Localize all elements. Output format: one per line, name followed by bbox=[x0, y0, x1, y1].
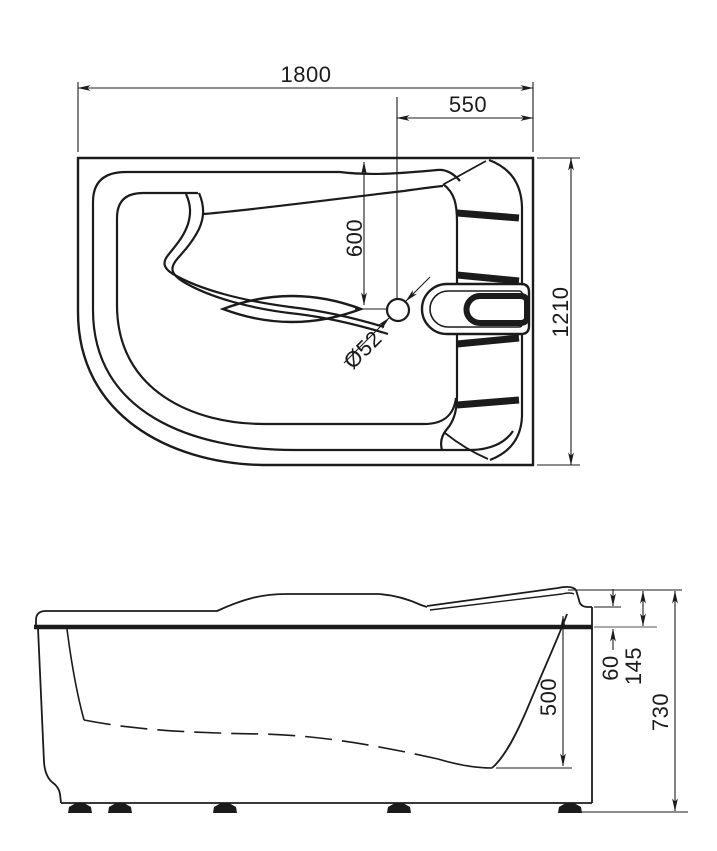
dim-deck-offset bbox=[397, 97, 533, 298]
feet bbox=[68, 803, 582, 813]
panel-divider-2 bbox=[457, 275, 519, 281]
faucet bbox=[422, 284, 529, 334]
foot bbox=[108, 803, 132, 813]
dim-label-145: 145 bbox=[621, 646, 646, 686]
backrest-s-curve-inner bbox=[164, 194, 384, 327]
dim-label-730: 730 bbox=[648, 692, 673, 732]
foot bbox=[387, 803, 411, 813]
panel-divider-1 bbox=[457, 213, 519, 218]
panel-divider-3 bbox=[457, 338, 519, 344]
dim-label-60: 60 bbox=[598, 655, 623, 681]
panel-band-inner-edge-top bbox=[443, 184, 457, 290]
side-inner-bottom-dashed bbox=[84, 720, 438, 759]
panel-band-inner-edge-bottom bbox=[441, 328, 457, 450]
panel-divider-4 bbox=[457, 400, 519, 405]
top-view bbox=[78, 62, 580, 465]
basin-top-edge bbox=[204, 186, 443, 214]
side-view bbox=[34, 587, 688, 813]
dim-label-1800: 1800 bbox=[280, 62, 332, 87]
side-inner-left-wall bbox=[67, 629, 84, 720]
side-deck-upper bbox=[427, 587, 592, 607]
side-top-profile bbox=[36, 594, 427, 627]
side-left-edge bbox=[38, 628, 61, 803]
panel-corner-wedge-bottom bbox=[445, 433, 488, 459]
dim-label-550: 550 bbox=[448, 92, 488, 117]
dim-label-500: 500 bbox=[536, 677, 561, 717]
foot bbox=[68, 803, 92, 813]
dim-label-diameter: Ø52 bbox=[338, 325, 387, 374]
faucet-handle bbox=[467, 296, 527, 323]
side-inner-bottom-solid bbox=[438, 759, 492, 768]
drain-hole bbox=[387, 299, 409, 321]
foot bbox=[213, 803, 237, 813]
dim-label-600: 600 bbox=[342, 218, 367, 258]
dim-label-1210: 1210 bbox=[548, 286, 573, 338]
